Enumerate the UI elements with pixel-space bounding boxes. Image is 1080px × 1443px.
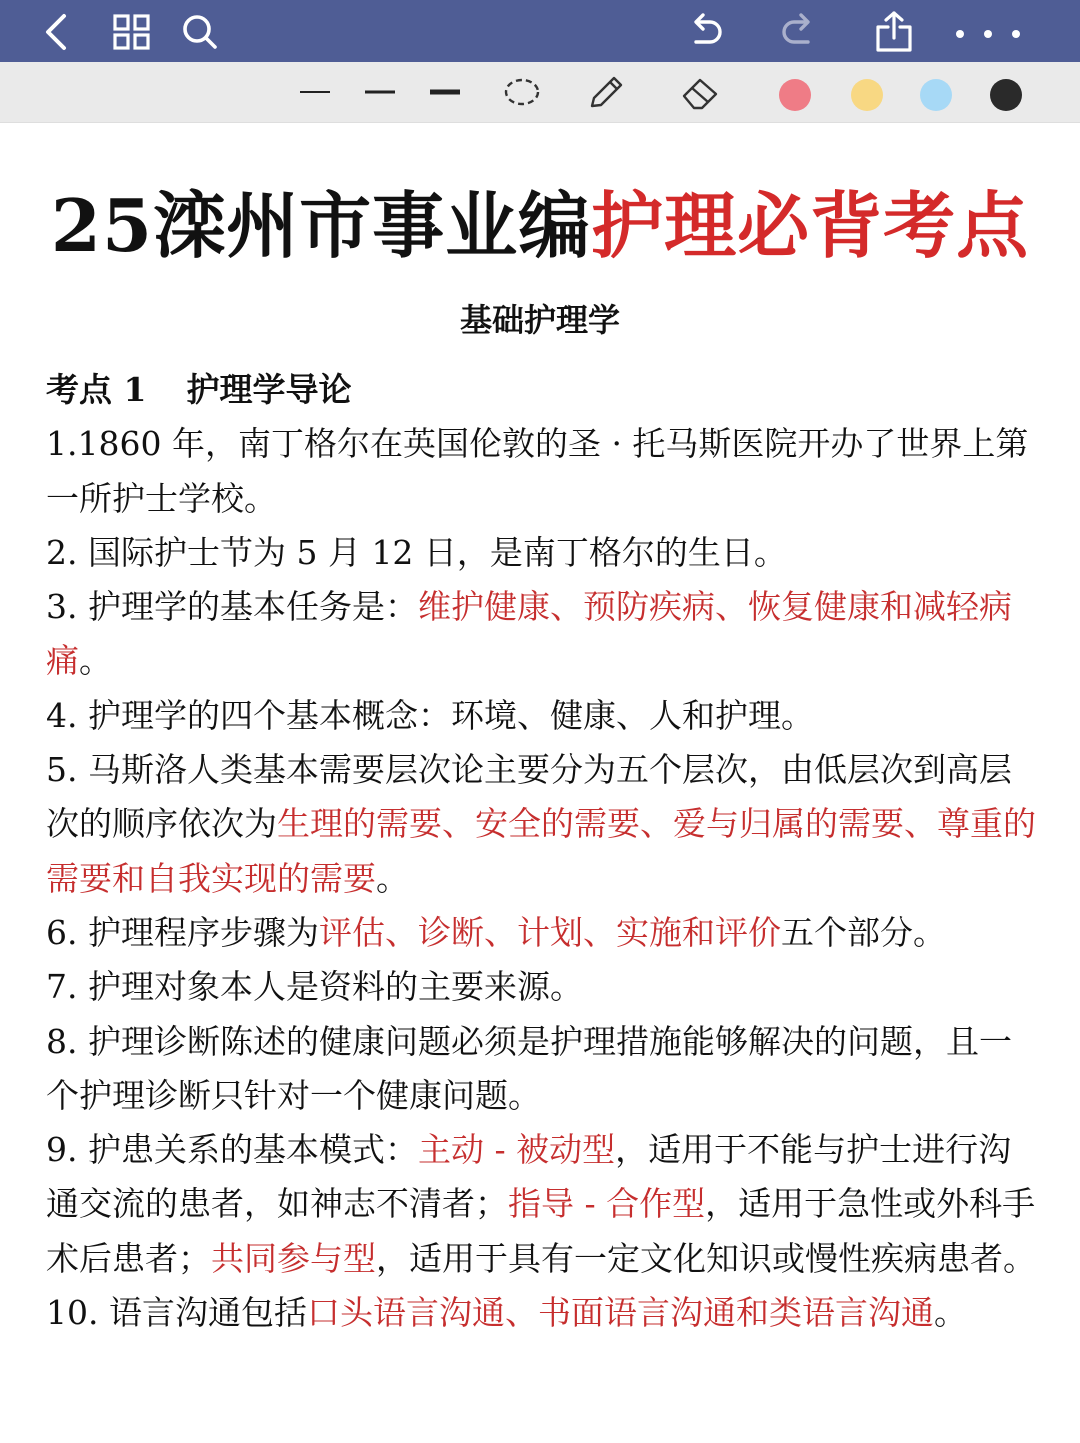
title-black: 25滦州市事业编 xyxy=(50,183,592,268)
point-item xyxy=(46,1015,1036,1124)
point-text: 4. 护理学的四个基本概念：环境、健康、人和护理。 xyxy=(46,695,814,735)
point-text: 7. 护理对象本人是资料的主要来源。 xyxy=(46,967,583,1007)
back-icon[interactable] xyxy=(36,10,80,54)
point-text: 1.1860 年，南丁格尔在英国伦敦的圣 · 托马斯医院开办了世界上第一所护士学校。 xyxy=(46,424,1029,518)
subtitle: 基础护理学 xyxy=(459,301,620,339)
point-list xyxy=(46,417,1036,1340)
point-item xyxy=(46,1123,1036,1286)
point-text: 5. 马斯洛人类基本需要层次论主要分为五个层次，由低层次到高层次的顺序依次为 xyxy=(46,750,1012,844)
point-text: 8. 护理诊断陈述的健康问题必须是护理措施能够解决的问题，且一个护理诊断只针对一个健康问题。 xyxy=(46,1021,1012,1115)
page-title xyxy=(0,168,1080,272)
point-item xyxy=(46,1286,1036,1340)
point-item xyxy=(46,906,1036,960)
point-item xyxy=(46,417,1036,526)
highlight-text: 维护健康、预防疾病、恢复健康和减轻病痛 xyxy=(46,587,1012,681)
color-swatch-blue[interactable] xyxy=(920,79,952,111)
highlight-text: 生理的需要、安全的需要、爱与归属的需要、尊重的需要和自我实现的需要 xyxy=(46,804,1036,898)
highlight-text: 主动 - 被动型 xyxy=(417,1130,616,1170)
point-item xyxy=(46,689,1036,743)
drawing-toolbar xyxy=(0,62,1080,123)
section-heading: 考点 1 护理学导论 xyxy=(46,370,352,409)
point-text: 9. 护患关系的基本模式： xyxy=(46,1130,418,1170)
pencil-icon[interactable] xyxy=(586,74,626,110)
undo-icon[interactable] xyxy=(684,10,728,54)
redo-icon[interactable] xyxy=(776,10,820,54)
point-item xyxy=(46,960,1036,1014)
search-icon[interactable] xyxy=(178,10,222,54)
color-swatch-black[interactable] xyxy=(990,79,1022,111)
highlight-text: 共同参与型 xyxy=(211,1238,376,1278)
point-text: ，适用于具有一定文化知识或慢性疾病患者。 xyxy=(376,1238,1036,1278)
more-icon[interactable] xyxy=(952,10,1028,54)
point-text: 3. 护理学的基本任务是： xyxy=(46,587,418,627)
point-text: 。 xyxy=(376,858,409,898)
point-text: ，适用于不能与护士进行沟通交流的患者，如神志不清者； xyxy=(46,1130,1012,1224)
point-text: 6. 护理程序步骤为 xyxy=(46,912,319,952)
point-text: 2. 国际护士节为 5 月 12 日，是南丁格尔的生日。 xyxy=(46,532,787,572)
share-icon[interactable] xyxy=(872,10,916,54)
highlight-text: 指导 - 合作型 xyxy=(508,1184,706,1224)
top-nav-bar xyxy=(0,0,1080,62)
point-item xyxy=(46,526,1036,580)
point-text: ，适用于急性或外科手术后患者； xyxy=(46,1184,1036,1278)
point-text: 10. 语言沟通包括 xyxy=(46,1293,307,1333)
grid-icon[interactable] xyxy=(110,10,154,54)
color-swatch-pink[interactable] xyxy=(779,79,811,111)
thin-line-icon[interactable] xyxy=(296,74,336,110)
document-body xyxy=(46,363,1036,1340)
point-item xyxy=(46,743,1036,906)
highlight-text: 评估、诊断、计划、实施和评价 xyxy=(318,912,781,952)
point-text: 。 xyxy=(933,1293,967,1333)
title-red: 护理必背考点 xyxy=(591,183,1030,268)
medium-line-icon[interactable] xyxy=(361,74,401,110)
highlight-text: 口头语言沟通、书面语言沟通和类语言沟通 xyxy=(306,1293,934,1333)
thick-line-icon[interactable] xyxy=(426,74,466,110)
eraser-icon[interactable] xyxy=(680,74,720,110)
point-text: 五个部分。 xyxy=(780,912,946,952)
point-text: 。 xyxy=(79,641,112,681)
color-swatch-yellow[interactable] xyxy=(851,79,883,111)
point-item xyxy=(46,580,1036,689)
lasso-icon[interactable] xyxy=(502,74,542,110)
